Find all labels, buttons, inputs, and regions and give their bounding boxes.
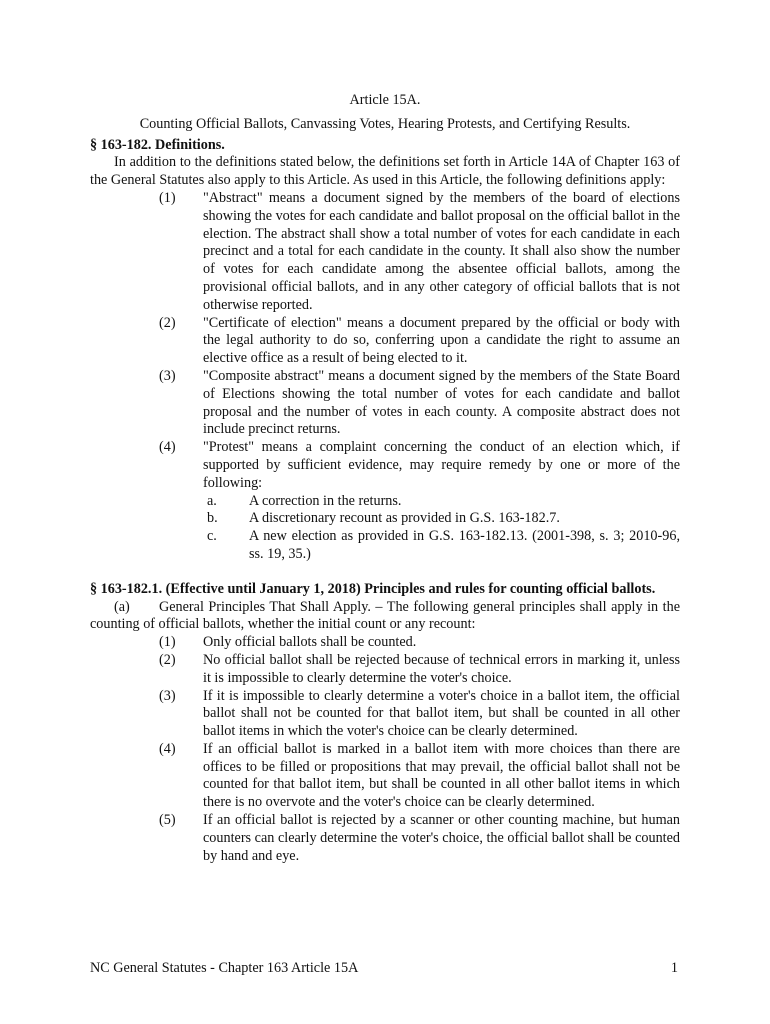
footer-title: NC General Statutes - Chapter 163 Article 15A (90, 960, 359, 976)
subitem-letter: c. (207, 528, 217, 545)
item-number: (5) (159, 812, 176, 829)
item-number: (4) (159, 740, 176, 757)
definition-item-3 (90, 368, 680, 439)
item-number: (1) (159, 189, 176, 206)
definition-item-1 (90, 190, 680, 315)
principle-item-2 (90, 652, 680, 688)
item-text: "Certificate of election" means a document prepared by the official or body with the legal authority to do so, conferring upon a candidate the right to assume an elective office as a result of being elected to it. (203, 314, 680, 367)
document-page (90, 92, 680, 865)
paragraph-a (90, 599, 680, 635)
protest-subitem-c (90, 528, 680, 564)
definition-item-2 (90, 315, 680, 368)
item-number: (2) (159, 651, 176, 668)
subitem-letter: a. (207, 492, 217, 509)
definitions-intro: In addition to the definitions stated below, the definitions set forth in Article 14A of Chapter 163 of the General Statutes also apply to this Article. As used in this Article, the following definitions apply: (90, 154, 680, 189)
subitem-text: A discretionary recount as provided in G.S. 163-182.7. (249, 510, 560, 527)
definition-item-4 (90, 439, 680, 492)
item-text: If an official ballot is marked in a ballot item with more choices than there are offices to be filled or propositions that may prevail, the official ballot shall not be counted for that ballot item, but shall be counted in all other ballot items in which there is no overvote and the voter's choice can be clearly determined. (203, 740, 680, 811)
item-number: (2) (159, 314, 176, 331)
article-title: Article 15A. (349, 92, 421, 108)
protest-subitem-b (90, 510, 680, 528)
section-heading-163-182-1: § 163-182.1. (Effective until January 1, 2018) Principles and rules for counting official ballots. (90, 580, 656, 597)
section-heading-163-182: § 163-182. Definitions. (90, 136, 225, 153)
item-text: If an official ballot is rejected by a scanner or other counting machine, but human counters can clearly determine the voter's choice, the official ballot shall be counted by hand and eye. (203, 812, 680, 864)
subitem-text: A correction in the returns. (249, 492, 402, 509)
paragraph-a-text: General Principles That Shall Apply. – The following general principles shall apply in the counting of official ballots, whether the initial count or any recount: (90, 598, 680, 633)
protest-subitem-a (90, 493, 680, 511)
item-number: (1) (159, 634, 176, 651)
subitem-text: A new election as provided in G.S. 163-182.13. (2001-398, s. 3; 2010-96, ss. 19, 35.) (249, 528, 680, 562)
item-text: No official ballot shall be rejected because of technical errors in marking it, unless it is impossible to clearly determine the voter's choice. (203, 651, 680, 686)
principle-item-4 (90, 741, 680, 812)
article-subtitle: Counting Official Ballots, Canvassing Votes, Hearing Protests, and Certifying Results. (139, 115, 631, 132)
item-number: (3) (159, 367, 176, 384)
item-number: (4) (159, 439, 176, 456)
principle-item-3 (90, 688, 680, 741)
item-text: "Protest" means a complaint concerning the conduct of an election which, if supported by sufficient evidence, may require remedy by one or more of the following: (203, 439, 680, 491)
item-number: (3) (159, 687, 176, 704)
principle-item-5 (90, 812, 680, 865)
item-text: If it is impossible to clearly determine a voter's choice in a ballot item, the official ballot shall not be counted for that ballot item, but shall be counted in all other ballot items in which the voter's choice can be clearly determined. (203, 687, 680, 740)
paragraph-a-label: (a) (114, 598, 130, 615)
item-text: Only official ballots shall be counted. (203, 634, 417, 651)
principle-item-1 (90, 634, 680, 652)
subitem-letter: b. (207, 510, 218, 527)
item-text: "Abstract" means a document signed by the members of the board of elections showing the votes for each candidate and ballot proposal on the official ballot in the election. The abstract shall show a total number of votes for each candidate in each precinct and a total for each candidate in the county. It shall also show the number of votes for each candidate among the absentee official ballots, among the provisional official ballots, and in any other category of official ballots that is not otherwise reported. (203, 189, 680, 313)
page-number: 1 (670, 960, 678, 976)
item-text: "Composite abstract" means a document signed by the members of the State Board of Elections showing the total number of votes for each candidate and ballot proposal and the number of votes in each county. A composite abstract does not include precinct returns. (203, 367, 680, 438)
section-gap (90, 564, 680, 581)
